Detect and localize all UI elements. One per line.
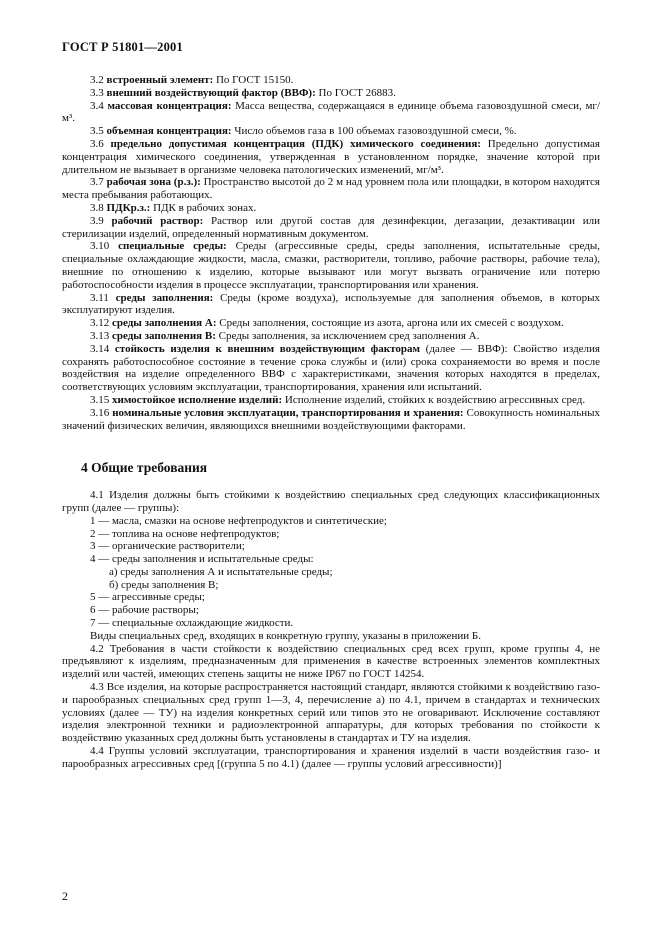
paragraph-4-3: 4.3 Все изделия, на которые распространяется настоящий стандарт, являются стойкими к воздействию газо- и парообразных специальных сред групп 1—3, 4, перечисление а) по 4.1, причем в стандартах и технических условиях (далее — ТУ) на изделия конкретных серий или типов это не оговаривают. Исключение составляют изделия электронной техники и радиоэлектронной аппаратуры, для которых требования по стойкости к воздействию указанных сред должны быть установлены в стандартах и ТУ на изделия. bbox=[62, 681, 600, 745]
group-item: 2 — топлива на основе нефтепродуктов; bbox=[90, 527, 280, 540]
term-3-5: 3.5 объемная концентрация: Число объемов газа в 100 объемах газовоздушной смеси, %. bbox=[90, 125, 517, 138]
term-3-2: 3.2 встроенный элемент: По ГОСТ 15150. bbox=[90, 74, 294, 86]
subgroup-item: б) среды заполнения В; bbox=[109, 578, 219, 591]
term-3-8: 3.8 ПДКр.з.: ПДК в рабочих зонах. bbox=[90, 201, 257, 214]
document-header: ГОСТ Р 51801—2001 bbox=[62, 40, 183, 54]
paragraph-4-2: 4.2 Требования в части стойкости к воздействию специальных сред всех групп, кроме группы 4, не предъявляют к изделиям, предназначенным для применения в качестве встроенных элементов комплектных изделий или частей, имеющих степень защиты не ниже IP67 по ГОСТ 14254. bbox=[62, 642, 600, 681]
term-3-13: 3.13 среды заполнения В: Среды заполнения, за исключением сред заполнения А. bbox=[90, 329, 480, 342]
group-item: 5 — агрессивные среды; bbox=[90, 591, 205, 604]
group-item: 4 — среды заполнения и испытательные среды: bbox=[90, 553, 314, 566]
term-3-14: 3.14 стойкость изделия к внешним воздействующим факторам (далее — ВВФ): Свойство изделия сохранять работоспособное состояние в течение срока службы и (или) срока сохраняемости во время и после воздействия на изделие определенного ВВФ с характеристиками, значения которых находятся в пределах, соответствующих условиям эксплуатации, транспортирования, хранения или испытаний. bbox=[62, 342, 600, 394]
page-content bbox=[62, 74, 600, 771]
paragraph-4-4: 4.4 Группы условий эксплуатации, транспортирования и хранения изделий в части воздействия газо- и парообразных агрессивных сред [(группа 5 по 4.1) (далее — группы условий агрессивности)] bbox=[62, 745, 600, 770]
subgroup-item: а) среды заполнения А и испытательные среды; bbox=[109, 565, 333, 578]
paragraph-4-1: 4.1 Изделия должны быть стойкими к воздействию специальных сред следующих классификационных групп (далее — группы): bbox=[62, 489, 600, 514]
section-title: 4 Общие требования bbox=[81, 460, 208, 476]
groups-note: Виды специальных сред, входящих в конкретную группу, указаны в приложении Б. bbox=[90, 629, 481, 642]
term-3-6: 3.6 предельно допустимая концентрация (ПДК) химического соединения: Предельно допустимая концентрация химического соединения, утвержденная в установленном порядке, значение которой при длительном не вызывает в организме человека патологических изменений, мг/м³. bbox=[62, 137, 600, 176]
group-item: 3 — органические растворители; bbox=[90, 540, 245, 553]
page-number: 2 bbox=[62, 889, 68, 903]
term-3-12: 3.12 среды заполнения А: Среды заполнения, состоящие из азота, аргона или их смесей с воздухом. bbox=[90, 317, 564, 330]
group-item: 1 — масла, смазки на основе нефтепродуктов и синтетические; bbox=[90, 514, 387, 527]
term-3-10: 3.10 специальные среды: Среды (агрессивные среды, среды заполнения, испытательные среды, специальные охлаждающие жидкости, масла, смазки, растворители, топливо, рабочие растворы, рабочие тела), внешние по отношению к изделию, которые вызывают или могут вызвать ограничение или потерю работоспособности изделия в процессе эксплуатации, транспортирования или хранения. bbox=[62, 240, 600, 291]
term-3-4: 3.4 массовая концентрация: Масса вещества, содержащаяся в единице объема газовоздушной смеси, мг/м³. bbox=[62, 99, 601, 125]
term-3-16: 3.16 номинальные условия эксплуатации, транспортирования и хранения: Совокупность номинальных значений физических величин, являющихся внешними воздействующими факторами. bbox=[62, 406, 601, 432]
term-3-7: 3.7 рабочая зона (р.з.): Пространство высотой до 2 м над уровнем пола или площадки, в котором находятся места пребывания работающих. bbox=[62, 176, 600, 202]
term-3-11: 3.11 среды заполнения: Среды (кроме воздуха), используемые для заполнения объемов, в которых эксплуатируют изделия. bbox=[62, 291, 600, 317]
group-item: 6 — рабочие растворы; bbox=[90, 604, 199, 617]
group-item: 7 — специальные охлаждающие жидкости. bbox=[90, 617, 294, 630]
term-3-15: 3.15 химостойкое исполнение изделий: Исполнение изделий, стойких к воздействию агрессивных сред. bbox=[90, 393, 586, 406]
term-3-9: 3.9 рабочий раствор: Раствор или другой состав для дезинфекции, дегазации, дезактивации или стерилизации изделий, определенный нормативным документом. bbox=[62, 214, 601, 240]
term-3-3: 3.3 внешний воздействующий фактор (ВВФ): По ГОСТ 26883. bbox=[90, 86, 396, 99]
